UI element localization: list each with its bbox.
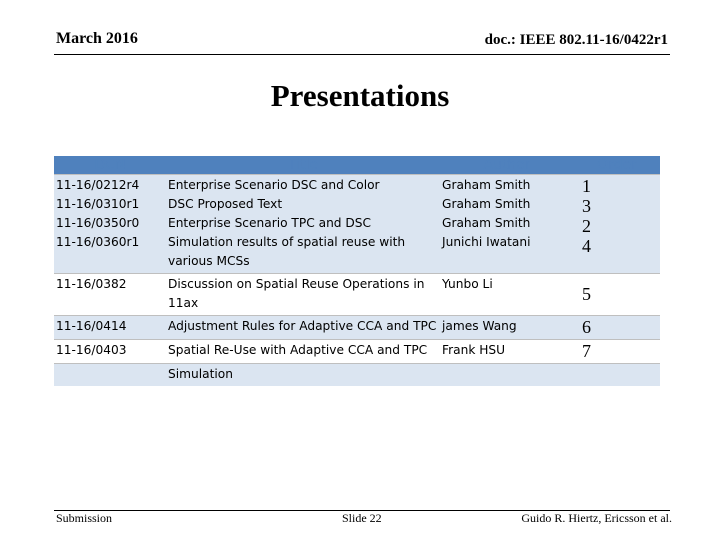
cell-author: james Wang [440,316,574,340]
order-value: 4 [582,236,591,256]
footer-slide-number: Slide 22 [342,511,382,525]
footer-authors: Guido R. Hiertz, Ericsson et al. [521,511,672,525]
col-header-title: Title [166,156,440,175]
cell-title: Simulation [166,364,440,387]
cell-order [574,316,660,340]
cell-order [574,340,660,364]
presentations-table [54,156,660,386]
footer-submission: Submission [56,511,113,525]
order-value: 1 [582,176,591,196]
col-header-dcn: DCN [54,156,166,175]
cell-order [574,274,660,316]
cell-author: Frank HSU [440,340,574,364]
order-value: 5 [582,284,591,304]
cell-dcn: 11-16/0212r4 11-16/0310r1 11-16/0350r0 11-16/0360r1 [54,175,166,274]
header-date: March 2016 [56,30,138,47]
cell-author: Yunbo Li [440,274,574,316]
table-row [54,364,660,387]
order-value: 6 [582,317,591,337]
cell-dcn: 11-16/0382 [54,274,166,316]
col-header-author: Author [440,156,574,175]
cell-title: Enterprise Scenario DSC and Color DSC Proposed Text Enterprise Scenario TPC and DSC Simulation results of spatial reuse with various MCSs [166,175,440,274]
order-value: 2 [582,216,591,236]
table-header-row [54,156,660,175]
cell-title: Spatial Re-Use with Adaptive CCA and TPC [166,340,440,364]
header-divider [54,54,670,55]
cell-title: Discussion on Spatial Reuse Operations in 11ax [166,274,440,316]
cell-dcn: 11-16/0403 [54,340,166,364]
cell-dcn: 11-16/0414 [54,316,166,340]
table-row [54,175,660,274]
cell-title: Adjustment Rules for Adaptive CCA and TPC [166,316,440,340]
table-row [54,274,660,316]
cell-author: Graham Smith Graham Smith Graham Smith Junichi Iwatani [440,175,574,274]
header-doc-id: doc.: IEEE 802.11-16/0422r1 [484,32,668,48]
order-value: 3 [582,196,591,216]
order-value: 7 [582,341,591,361]
table-row [54,340,660,364]
table-row [54,316,660,340]
cell-dcn [54,364,166,387]
cell-order [574,175,660,274]
cell-author [440,364,574,387]
slide-title: Presentations [270,78,450,113]
cell-order [574,364,660,387]
col-header-order: Order [574,156,660,175]
